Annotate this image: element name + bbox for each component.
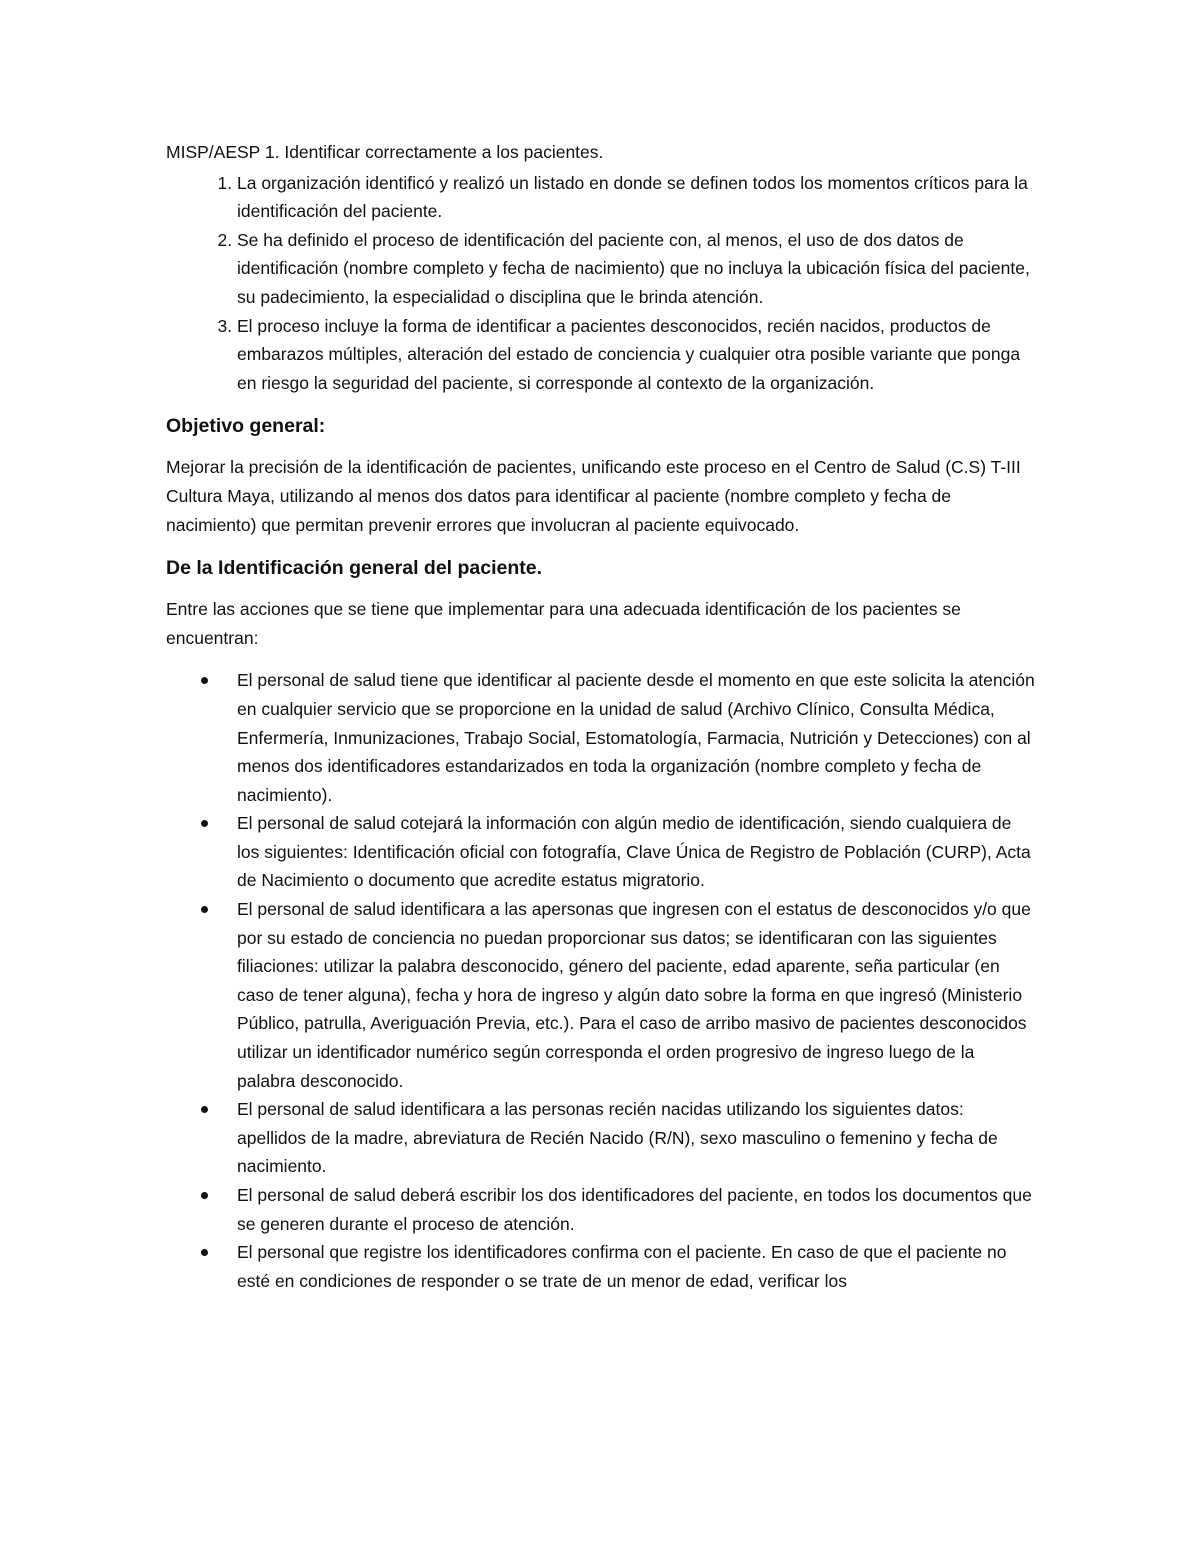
criteria-item: 1. La organización identificó y realizó un listado en donde se definen todos los momentos críticos para la identificación del paciente. xyxy=(237,169,1036,226)
bullet-icon xyxy=(201,820,208,827)
action-item xyxy=(237,895,1036,1095)
criteria-list xyxy=(166,169,1036,398)
action-text: El personal de salud cotejará la información con algún medio de identificación, siendo cualquiera de los siguientes: Identificación oficial con fotografía, Clave Única de Registro de Población (CURP), Acta de Nacimiento o documento que acredite estatus migratorio. xyxy=(237,813,1031,891)
objective-text: Mejorar la precisión de la identificación de pacientes, unificando este proceso en el Centro de Salud (C.S) T-III Cultura Maya, utilizando al menos dos datos para identificar al paciente (nombre completo y fecha de nacimiento) que permitan prevenir errores que involucran al paciente equivocado. xyxy=(166,457,1021,535)
document-page xyxy=(166,138,1036,1295)
actions-list xyxy=(166,666,1036,1295)
section-intro: Entre las acciones que se tiene que implementar para una adecuada identificación de los pacientes se encuentran: xyxy=(166,599,961,648)
bullet-icon xyxy=(201,906,208,913)
action-text: El personal de salud deberá escribir los dos identificadores del paciente, en todos los documentos que se generen durante el proceso de atención. xyxy=(237,1185,1032,1234)
action-text: El personal de salud identificara a las apersonas que ingresen con el estatus de desconocidos y/o que por su estado de conciencia no puedan proporcionar sus datos; se identificaran con las siguientes filiaciones: utilizar la palabra desconocido, género del paciente, edad aparente, seña particular (en caso de tener alguna), fecha y hora de ingreso y algún dato sobre la forma en que ingresó (Ministerio Público, patrulla, Averiguación Previa, etc.). Para el caso de arribo masivo de pacientes desconocidos utilizar un identificador numérico según corresponda el orden progresivo de ingreso luego de la palabra desconocido. xyxy=(237,899,1031,1091)
criteria-item: 2. Se ha definido el proceso de identificación del paciente con, al menos, el uso de dos datos de identificación (nombre completo y fecha de nacimiento) que no incluya la ubicación física del paciente, su padecimiento, la especialidad o disciplina que le brinda atención. xyxy=(237,226,1036,312)
action-item xyxy=(237,666,1036,809)
document-intro: MISP/AESP 1. Identificar correctamente a los pacientes. xyxy=(166,142,604,162)
action-text: El personal que registre los identificadores confirma con el paciente. En caso de que el paciente no esté en condiciones de responder o se trate de un menor de edad, verificar los xyxy=(237,1242,1007,1291)
objective-heading: Objetivo general: xyxy=(166,415,326,438)
action-text: El personal de salud identificara a las personas recién nacidas utilizando los siguientes datos: apellidos de la madre, abreviatura de Recién Nacido (R/N), sexo masculino o femenino y fecha de nacimiento. xyxy=(237,1099,998,1177)
bullet-icon xyxy=(201,1106,208,1113)
action-item xyxy=(237,1095,1036,1181)
section-heading: De la Identificación general del paciente. xyxy=(166,557,543,580)
action-item xyxy=(237,1181,1036,1238)
action-text: El personal de salud tiene que identificar al paciente desde el momento en que este solicita la atención en cualquier servicio que se proporcione en la unidad de salud (Archivo Clínico, Consulta Médica, Enfermería, Inmunizaciones, Trabajo Social, Estomatología, Farmacia, Nutrición y Detecciones) con al menos dos identificadores estandarizados en toda la organización (nombre completo y fecha de nacimiento). xyxy=(237,670,1035,805)
criteria-item: 3. El proceso incluye la forma de identificar a pacientes desconocidos, recién nacidos, productos de embarazos múltiples, alteración del estado de conciencia y cualquier otra posible variante que ponga en riesgo la seguridad del paciente, si corresponde al contexto de la organización. xyxy=(237,312,1036,398)
action-item xyxy=(237,809,1036,895)
bullet-icon xyxy=(201,677,208,684)
action-item xyxy=(237,1238,1036,1295)
bullet-icon xyxy=(201,1192,208,1199)
bullet-icon xyxy=(201,1249,208,1256)
